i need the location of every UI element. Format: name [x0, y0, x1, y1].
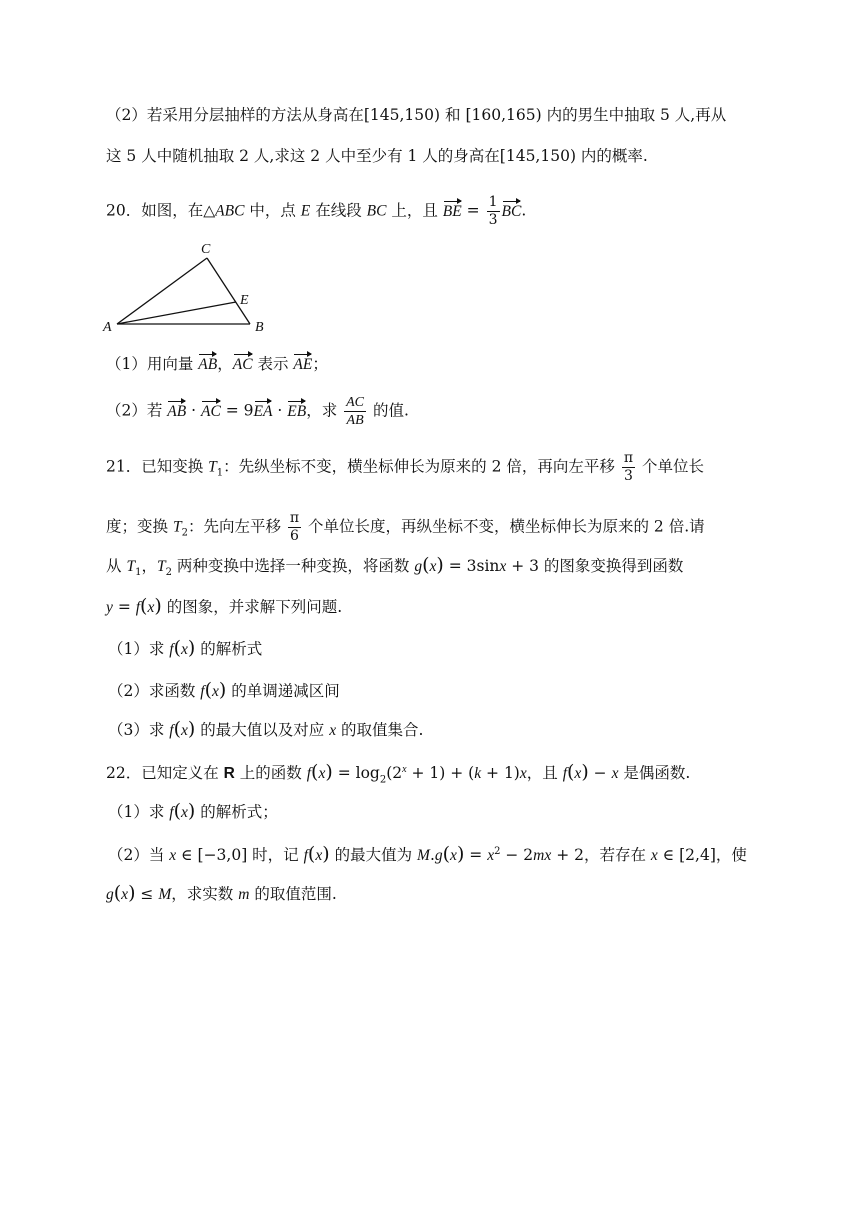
label-A: A	[103, 320, 112, 335]
vector-EB: EB	[287, 400, 306, 424]
vector-EA: EA	[254, 400, 273, 424]
vector-AE: AE	[293, 353, 312, 377]
interval-145-150: [145,150)	[363, 106, 441, 124]
q21-part1: （1）求 f(x) 的解析式	[108, 637, 263, 659]
q20-stem: 20．如图，在△ABC 中，点 E 在线段 BC 上，且 BE = $\frac{1}{3}$ BC.	[106, 194, 527, 228]
interval-160-165: [160,165)	[465, 106, 542, 124]
fraction-pi-over-6: $\frac{\pi}{6}$	[289, 510, 300, 544]
q21-line2: 度；变换 $T_2$：先向左平移 $\frac{\pi}{6}$ 个单位长度，再纵坐标不变，横坐标伸长为原来的 2 倍.请	[106, 510, 705, 544]
interval-neg3-0: [−3,0]	[197, 846, 248, 865]
q21-line1: 21．已知变换 $T_1$：先纵坐标不变，横坐标伸长为原来的 2 倍，再向左平移 $\frac{\pi}{3}$ 个单位长	[106, 450, 704, 484]
q22-part2: （2）当 x ∈ [−3,0] 时，记 f(x) 的最大值为 $M.g(x) = x^2 - 2mx + 2$，若存在 x ∈ [2,4]，使	[108, 843, 747, 866]
interval-145-150-b: [145,150)	[499, 147, 576, 165]
q20-part1: （1）用向量 AB，AC 表示 AE；	[106, 352, 328, 377]
interval-2-4: [2,4]	[679, 846, 716, 865]
vector-BC: BC	[502, 200, 522, 224]
q22-part2-line2: g(x) ≤ M，求实数 m 的取值范围.	[106, 882, 337, 904]
q22-stem: 22．已知定义在 R 上的函数 $f(x) = \log_2(2^x + 1) + (k + 1)x$，且 f(x) − x 是偶函数.	[106, 761, 691, 786]
segment-AE	[117, 302, 236, 324]
vector-AC: AC	[233, 353, 253, 377]
fraction-pi-over-3: $\frac{\pi}{3}$	[623, 450, 634, 484]
side-CB	[207, 258, 250, 324]
q21-part2: （2）求函数 f(x) 的单调递减区间	[108, 679, 340, 701]
fraction-one-third: $\frac{1}{3}$	[488, 194, 498, 228]
triangle-figure	[100, 238, 280, 338]
q21-line3: 从 $T_1$，$T_2$ 两种变换中选择一种变换，将函数 g(x) = 3sinx + 3 的图象变换得到函数	[106, 554, 684, 579]
side-AC	[117, 258, 207, 324]
q21-line4: y = f(x) 的图象，并求解下列问题.	[106, 595, 343, 617]
fraction-AC-over-AB: $\frac{AC}{AB}$	[346, 395, 365, 428]
q19-part2-line2: 这 5 人中随机抽取 2 人,求这 2 人中至少有 1 人的身高在[145,150) 内的概率.	[106, 147, 648, 165]
vector-AB: AB	[198, 353, 217, 377]
q19-part2-line1: （2）若采用分层抽样的方法从身高在[145,150) 和 [160,165) 内的男生中抽取 5 人,再从	[106, 106, 727, 124]
label-E: E	[240, 293, 249, 308]
label-C: C	[201, 242, 211, 257]
q21-part3: （3）求 f(x) 的最大值以及对应 x 的取值集合.	[108, 718, 424, 740]
label-B: B	[255, 320, 264, 335]
q20-part2: （2）若 AB · AC = 9EA · EB，求 $\frac{AC}{AB}$ 的值.	[106, 395, 409, 428]
q22-part1: （1）求 f(x) 的解析式；	[108, 800, 278, 822]
vector-BE: BE	[443, 200, 462, 224]
